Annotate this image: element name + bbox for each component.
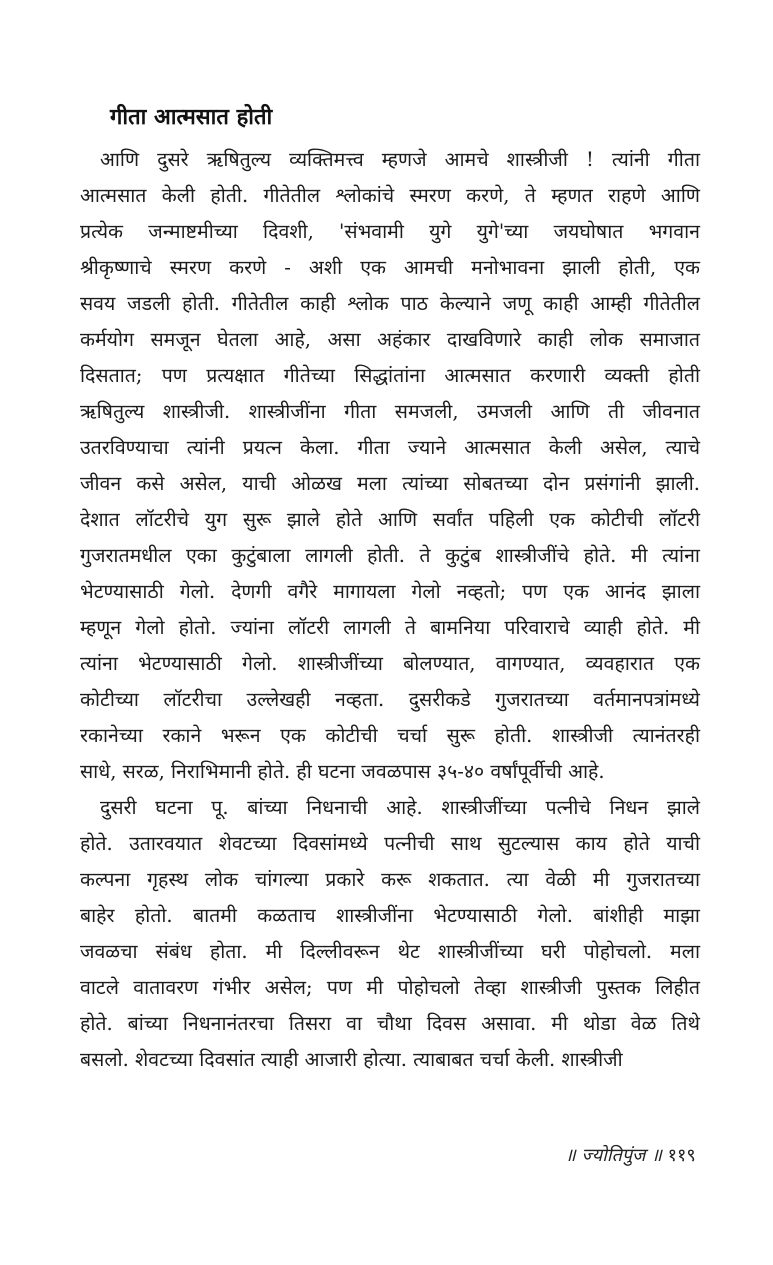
body-text	[80, 142, 700, 1078]
text-line: म्हणून गेलो होतो. ज्यांना लॉटरी लागली ते बामनिया परिवाराचे व्याही होते. मी	[80, 616, 700, 639]
text-line: कर्मयोग समजून घेतला आहे, असा अहंकार दाखविणारे काही लोक समाजात	[80, 328, 700, 351]
text-line: होते. बांच्या निधनानंतरचा तिसरा वा चौथा दिवस असावा. मी थोडा वेळ तिथे	[80, 1012, 700, 1035]
text-line: होते. उतारवयात शेवटच्या दिवसांमध्ये पत्नीची साथ सुटल्यास काय होते याची	[80, 832, 700, 855]
text-line: रकानेच्या रकाने भरून एक कोटीची चर्चा सुरू होती. शास्त्रीजी त्यानंतरही	[80, 724, 700, 747]
text-line: बाहेर होतो. बातमी कळताच शास्त्रीजींना भेटण्यासाठी गेलो. बांशीही माझा	[80, 904, 700, 927]
text-line: कोटीच्या लॉटरीचा उल्लेखही नव्हता. दुसरीकडे गुजरातच्या वर्तमानपत्रांमध्ये	[80, 688, 700, 711]
section-heading: गीता आत्मसात होती	[110, 105, 273, 130]
text-line: जीवन कसे असेल, याची ओळख मला त्यांच्या सोबतच्या दोन प्रसंगांनी झाली.	[80, 472, 700, 495]
text-line: सवय जडली होती. गीतेतील काही श्लोक पाठ केल्याने जणू काही आम्ही गीतेतील	[80, 292, 700, 315]
page-number: ११९	[667, 1145, 696, 1166]
text-line: प्रत्येक जन्माष्टमीच्या दिवशी, 'संभवामी युगे युगे'च्या जयघोषात भगवान	[80, 220, 700, 243]
text-line: आणि दुसरे ऋषितुल्य व्यक्तिमत्त्व म्हणजे आमचे शास्त्रीजी ! त्यांनी गीता	[100, 148, 700, 171]
text-line: साधे, सरळ, निराभिमानी होते. ही घटना जवळपास ३५-४० वर्षांपूर्वीची आहे.	[80, 760, 605, 783]
text-line: त्यांना भेटण्यासाठी गेलो. शास्त्रीजींच्या बोलण्यात, वागण्यात, व्यवहारात एक	[80, 652, 700, 675]
text-line: जवळचा संबंध होता. मी दिल्लीवरून थेट शास्त्रीजींच्या घरी पोहोचलो. मला	[80, 940, 700, 963]
text-line: ऋषितुल्य शास्त्रीजी. शास्त्रीजींना गीता समजली, उमजली आणि ती जीवनात	[80, 400, 700, 423]
text-line: वाटले वातावरण गंभीर असेल; पण मी पोहोचलो तेव्हा शास्त्रीजी पुस्तक लिहीत	[80, 976, 700, 999]
text-line: कल्पना गृहस्थ लोक चांगल्या प्रकारे करू शकतात. त्या वेळी मी गुजरातच्या	[80, 868, 700, 891]
text-line: गुजरातमधील एका कुटुंबाला लागली होती. ते कुटुंब शास्त्रीजींचे होते. मी त्यांना	[80, 544, 700, 567]
text-line: देशात लॉटरीचे युग सुरू झाले होते आणि सर्वांत पहिली एक कोटीची लॉटरी	[80, 508, 700, 531]
text-line: श्रीकृष्णाचे स्मरण करणे - अशी एक आमची मनोभावना झाली होती, एक	[80, 256, 700, 279]
text-line: भेटण्यासाठी गेलो. देणगी वगैरे मागायला गेलो नव्हतो; पण एक आनंद झाला	[80, 580, 700, 603]
text-line: दिसतात; पण प्रत्यक्षात गीतेच्या सिद्धांतांना आत्मसात करणारी व्यक्ती होती	[80, 364, 700, 387]
text-line: दुसरी घटना पू. बांच्या निधनाची आहे. शास्त्रीजींच्या पत्नीचे निधन झाले	[100, 796, 700, 819]
page-footer	[565, 1143, 696, 1169]
text-line: उतरविण्याचा त्यांनी प्रयत्न केला. गीता ज्याने आत्मसात केली असेल, त्याचे	[80, 436, 700, 459]
book-title: ॥ ज्योतिपुंज ॥	[565, 1145, 662, 1166]
text-line: आत्मसात केली होती. गीतेतील श्लोकांचे स्मरण करणे, ते म्हणत राहणे आणि	[80, 184, 700, 207]
text-line: बसलो. शेवटच्या दिवसांत त्याही आजारी होत्या. त्याबाबत चर्चा केली. शास्त्रीजी	[80, 1048, 623, 1071]
